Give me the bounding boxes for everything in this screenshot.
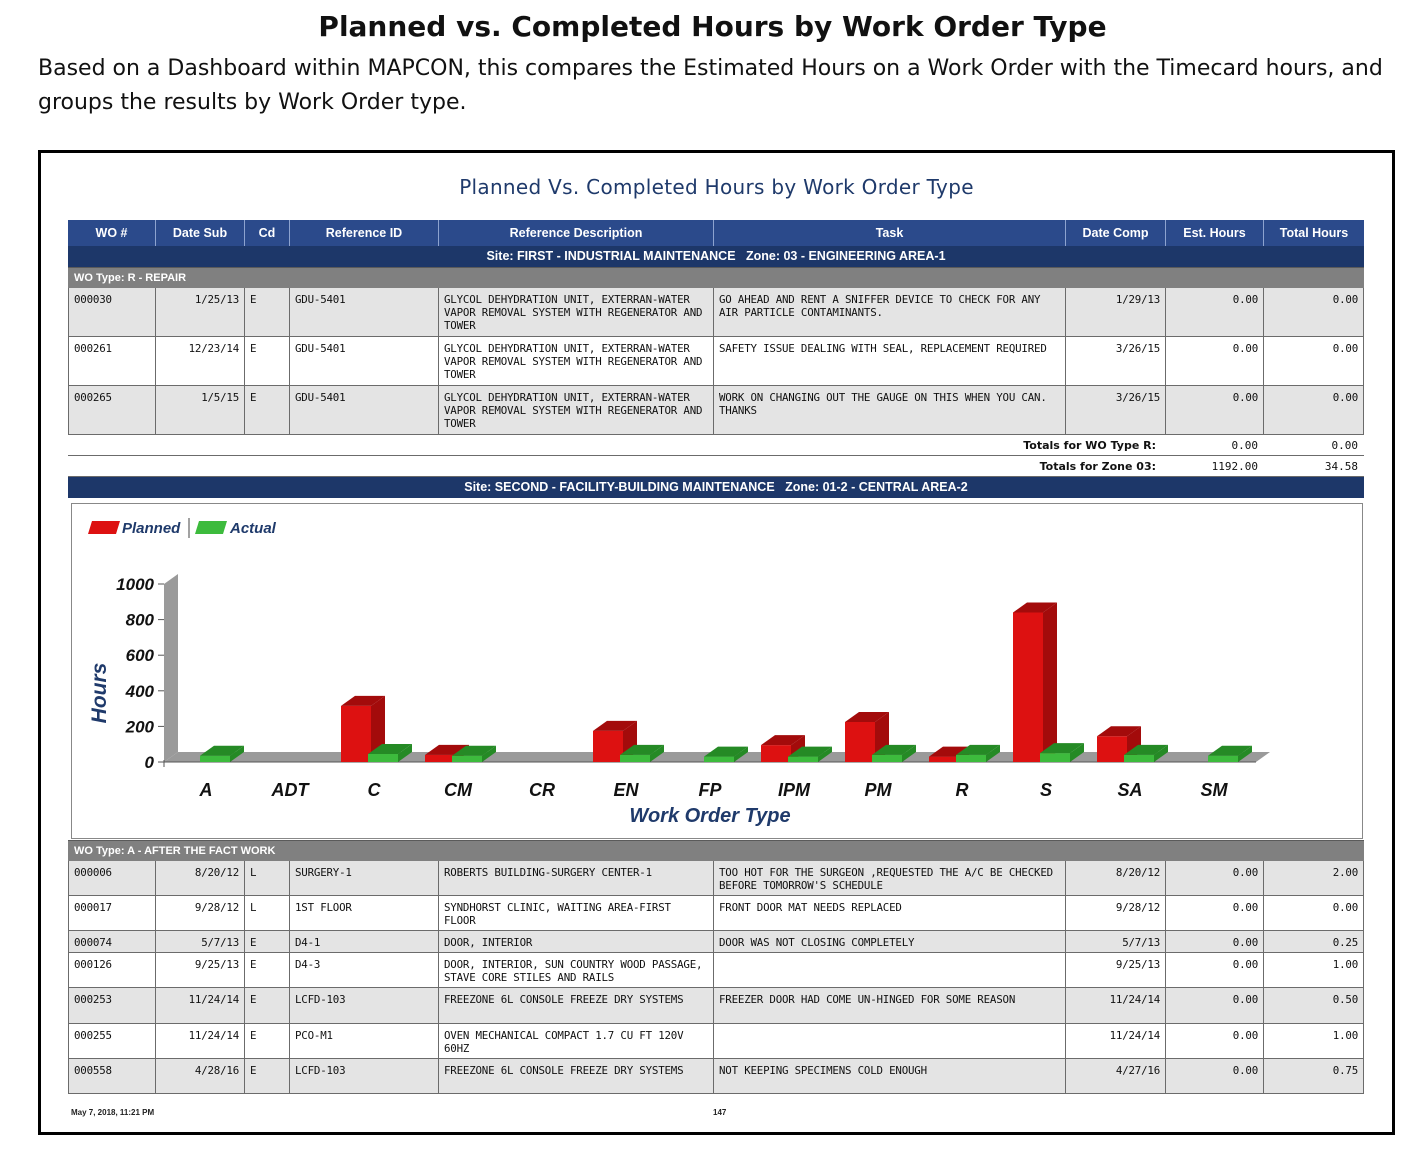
- table-cell: FREEZER DOOR HAD COME UN-HINGED FOR SOME REASON: [714, 988, 1066, 1023]
- table-cell: 0.75: [1264, 1059, 1364, 1093]
- wo-rows-after-fact: [68, 861, 1364, 1094]
- bar-actual: [452, 756, 482, 762]
- column-header: Date Sub: [156, 220, 245, 246]
- table-cell: ROBERTS BUILDING-SURGERY CENTER-1: [439, 861, 714, 895]
- bar-actual: [1208, 756, 1238, 762]
- y-tick-label: 200: [125, 717, 154, 737]
- column-header: WO #: [68, 220, 156, 246]
- bar-planned: [341, 706, 371, 762]
- table-cell: 5/7/13: [156, 931, 245, 952]
- totals-est: 1192.00: [1211, 459, 1258, 473]
- table-cell: 1/25/13: [156, 288, 245, 336]
- y-axis-title: Hours: [88, 662, 111, 724]
- totals-est: 0.00: [1231, 438, 1258, 452]
- table-cell: 11/24/14: [156, 1024, 245, 1058]
- section-site-first: [68, 246, 1364, 498]
- legend-swatch-planned: [88, 521, 120, 534]
- table-cell: 0.00: [1264, 386, 1364, 434]
- table-cell: 0.00: [1166, 1059, 1264, 1093]
- x-tick-label: S: [1039, 780, 1053, 800]
- chart-svg: [72, 504, 1362, 838]
- table-cell: L: [245, 861, 290, 895]
- column-header: Date Comp: [1066, 220, 1166, 246]
- column-header: Task: [714, 220, 1066, 246]
- table-cell: E: [245, 931, 290, 952]
- x-tick-label: R: [955, 780, 969, 800]
- table-cell: WORK ON CHANGING OUT THE GAUGE ON THIS WHEN YOU CAN. THANKS: [714, 386, 1066, 434]
- table-cell: 0.00: [1166, 1024, 1264, 1058]
- table-cell: E: [245, 288, 290, 336]
- bar-planned: [845, 722, 875, 762]
- table-cell: 8/20/12: [156, 861, 245, 895]
- table-cell: SYNDHORST CLINIC, WAITING AREA-FIRST FLOOR: [439, 896, 714, 930]
- table-cell: 0.00: [1166, 953, 1264, 987]
- table-cell: GDU-5401: [290, 386, 439, 434]
- table-cell: 000030: [68, 288, 156, 336]
- totals-label: Totals for Zone 03:: [1039, 459, 1156, 473]
- table-cell: 0.00: [1264, 288, 1364, 336]
- bar-actual: [872, 755, 902, 762]
- x-tick-label: SM: [1200, 780, 1228, 800]
- table-cell: E: [245, 1059, 290, 1093]
- wo-type-bar: WO Type: A - AFTER THE FACT WORK: [68, 840, 1364, 861]
- bar-planned-side: [1043, 602, 1057, 762]
- table-cell: PCO-M1: [290, 1024, 439, 1058]
- table-cell: DOOR, INTERIOR: [439, 931, 714, 952]
- table-row[interactable]: [68, 988, 1364, 1024]
- column-header: Reference Description: [439, 220, 714, 246]
- totals-total: 34.58: [1324, 459, 1358, 473]
- table-cell: 000261: [68, 337, 156, 385]
- x-tick-label: SA: [1117, 780, 1143, 800]
- x-axis-title: Work Order Type: [629, 805, 791, 827]
- x-tick-label: ADT: [271, 780, 309, 800]
- x-tick-label: CM: [444, 780, 472, 800]
- table-cell: E: [245, 953, 290, 987]
- bar-planned: [593, 731, 623, 762]
- table-cell: 000253: [68, 988, 156, 1023]
- x-tick-label: PM: [864, 780, 892, 800]
- x-tick-label: EN: [613, 780, 639, 800]
- table-cell: 000265: [68, 386, 156, 434]
- page-heading: Planned vs. Completed Hours by Work Order Type: [318, 10, 1107, 43]
- table-cell: FREEZONE 6L CONSOLE FREEZE DRY SYSTEMS: [439, 1059, 714, 1093]
- column-header: Est. Hours: [1166, 220, 1264, 246]
- table-cell: 9/28/12: [156, 896, 245, 930]
- table-cell: 000006: [68, 861, 156, 895]
- y-tick-label: 400: [125, 681, 154, 701]
- bar-planned: [761, 745, 791, 762]
- y-tick-label: 600: [125, 646, 154, 666]
- table-cell: 9/28/12: [1066, 896, 1166, 930]
- wo-rows-repair: [68, 288, 1364, 435]
- bar-actual: [1124, 755, 1154, 762]
- site-bar: Site: SECOND - FACILITY-BUILDING MAINTENANCE Zone: 01-2 - CENTRAL AREA-2: [68, 477, 1364, 498]
- site-bar: Site: FIRST - INDUSTRIAL MAINTENANCE Zone: 03 - ENGINEERING AREA-1: [68, 246, 1364, 267]
- table-cell: 5/7/13: [1066, 931, 1166, 952]
- bar-actual: [956, 755, 986, 762]
- report-title: Planned Vs. Completed Hours by Work Order Type: [459, 175, 974, 199]
- table-cell: 3/26/15: [1066, 337, 1166, 385]
- table-cell: E: [245, 988, 290, 1023]
- legend-swatch-actual: [195, 521, 227, 534]
- table-cell: 1.00: [1264, 1024, 1364, 1058]
- column-header: Cd: [245, 220, 290, 246]
- table-cell: 000558: [68, 1059, 156, 1093]
- wo-type-bar: WO Type: R - REPAIR: [68, 267, 1364, 288]
- table-cell: 000255: [68, 1024, 156, 1058]
- totals-label: Totals for WO Type R:: [1023, 438, 1156, 452]
- table-cell: SAFETY ISSUE DEALING WITH SEAL, REPLACEMENT REQUIRED: [714, 337, 1066, 385]
- table-cell: E: [245, 1024, 290, 1058]
- table-cell: LCFD-103: [290, 988, 439, 1023]
- table-cell: FRONT DOOR MAT NEEDS REPLACED: [714, 896, 1066, 930]
- table-cell: L: [245, 896, 290, 930]
- table-row[interactable]: [68, 931, 1364, 953]
- table-cell: 12/23/14: [156, 337, 245, 385]
- table-cell: DOOR, INTERIOR, SUN COUNTRY WOOD PASSAGE, STAVE CORE STILES AND RAILS: [439, 953, 714, 987]
- x-tick-label: C: [367, 780, 381, 800]
- footer-page-number: 147: [713, 1108, 727, 1117]
- table-cell: 1/29/13: [1066, 288, 1166, 336]
- table-cell: 11/24/14: [1066, 988, 1166, 1023]
- table-cell: 4/27/16: [1066, 1059, 1166, 1093]
- table-cell: GLYCOL DEHYDRATION UNIT, EXTERRAN-WATER VAPOR REMOVAL SYSTEM WITH REGENERATOR AND TOWER: [439, 288, 714, 336]
- table-cell: 000126: [68, 953, 156, 987]
- x-tick-label: A: [199, 780, 213, 800]
- table-cell: GO AHEAD AND RENT A SNIFFER DEVICE TO CHECK FOR ANY AIR PARTICLE CONTAMINANTS.: [714, 288, 1066, 336]
- table-row[interactable]: [68, 337, 1364, 386]
- bar-planned: [1013, 612, 1043, 762]
- totals-zone: [68, 456, 1364, 477]
- table-row[interactable]: [68, 896, 1364, 931]
- x-tick-label: FP: [698, 780, 722, 800]
- page-intro: Based on a Dashboard within MAPCON, this compares the Estimated Hours on a Work Order with the Timecard hours, and groups the results by Work Order type.: [38, 56, 1383, 115]
- table-cell: SURGERY-1: [290, 861, 439, 895]
- table-cell: GDU-5401: [290, 337, 439, 385]
- y-tick-label: 0: [144, 753, 154, 772]
- table-cell: 0.00: [1264, 337, 1364, 385]
- table-cell: 0.00: [1166, 288, 1264, 336]
- table-cell: 4/28/16: [156, 1059, 245, 1093]
- table-cell: E: [245, 337, 290, 385]
- table-row[interactable]: [68, 1024, 1364, 1059]
- table-cell: GDU-5401: [290, 288, 439, 336]
- table-cell: 0.50: [1264, 988, 1364, 1023]
- table-cell: DOOR WAS NOT CLOSING COMPLETELY: [714, 931, 1066, 952]
- hours-chart: [71, 503, 1363, 839]
- column-header: Reference ID: [290, 220, 439, 246]
- table-cell: 1ST FLOOR: [290, 896, 439, 930]
- table-cell: LCFD-103: [290, 1059, 439, 1093]
- legend-label-planned: Planned: [122, 520, 181, 537]
- x-tick-label: IPM: [777, 780, 811, 800]
- table-cell: 0.00: [1264, 896, 1364, 930]
- table-cell: D4-3: [290, 953, 439, 987]
- table-cell: GLYCOL DEHYDRATION UNIT, EXTERRAN-WATER VAPOR REMOVAL SYSTEM WITH REGENERATOR AND TOWER: [439, 386, 714, 434]
- bar-actual: [704, 757, 734, 762]
- bar-actual: [368, 754, 398, 762]
- legend-label-actual: Actual: [230, 520, 276, 537]
- table-cell: 000074: [68, 931, 156, 952]
- chart-side-wall: [164, 574, 178, 762]
- bar-actual: [200, 756, 230, 762]
- table-cell: FREEZONE 6L CONSOLE FREEZE DRY SYSTEMS: [439, 988, 714, 1023]
- table-cell: 0.00: [1166, 988, 1264, 1023]
- table-cell: 0.00: [1166, 896, 1264, 930]
- bar-planned: [1097, 736, 1127, 762]
- table-cell: 0.00: [1166, 386, 1264, 434]
- table-row[interactable]: [68, 386, 1364, 435]
- bar-planned: [929, 757, 959, 762]
- table-cell: 000017: [68, 896, 156, 930]
- table-cell: 11/24/14: [1066, 1024, 1166, 1058]
- table-cell: [714, 953, 1066, 987]
- y-tick-label: 800: [125, 610, 154, 630]
- bar-actual: [1040, 753, 1070, 762]
- table-cell: 0.25: [1264, 931, 1364, 952]
- footer-date: May 7, 2018, 11:21 PM: [71, 1108, 155, 1117]
- table-cell: E: [245, 386, 290, 434]
- table-row[interactable]: [68, 1059, 1364, 1094]
- table-cell: 9/25/13: [1066, 953, 1166, 987]
- table-cell: 3/26/15: [1066, 386, 1166, 434]
- table-cell: 0.00: [1166, 931, 1264, 952]
- column-header: Total Hours: [1279, 226, 1349, 240]
- table-cell: GLYCOL DEHYDRATION UNIT, EXTERRAN-WATER VAPOR REMOVAL SYSTEM WITH REGENERATOR AND TOWER: [439, 337, 714, 385]
- table-cell: 0.00: [1166, 861, 1264, 895]
- table-cell: OVEN MECHANICAL COMPACT 1.7 CU FT 120V 60HZ: [439, 1024, 714, 1058]
- table-cell: 8/20/12: [1066, 861, 1166, 895]
- table-cell: NOT KEEPING SPECIMENS COLD ENOUGH: [714, 1059, 1066, 1093]
- totals-wo-type: [68, 435, 1364, 456]
- table-cell: 1/5/15: [156, 386, 245, 434]
- table-row[interactable]: [68, 861, 1364, 896]
- totals-total: 0.00: [1331, 438, 1358, 452]
- section-after-fact: [68, 840, 1364, 1094]
- table-cell: D4-1: [290, 931, 439, 952]
- bar-actual: [788, 757, 818, 762]
- table-row[interactable]: [68, 953, 1364, 988]
- table-cell: 0.00: [1166, 337, 1264, 385]
- bar-actual: [620, 755, 650, 762]
- y-tick-label: 1000: [116, 575, 154, 594]
- table-cell: 1.00: [1264, 953, 1364, 987]
- table-cell: TOO HOT FOR THE SURGEON ,REQUESTED THE A/C BE CHECKED BEFORE TOMORROW'S SCHEDULE: [714, 861, 1066, 895]
- table-cell: [714, 1024, 1066, 1058]
- x-tick-label: CR: [529, 780, 555, 800]
- table-cell: 2.00: [1264, 861, 1364, 895]
- table-cell: 9/25/13: [156, 953, 245, 987]
- table-row[interactable]: [68, 288, 1364, 337]
- bar-planned: [425, 755, 455, 762]
- table-header: [68, 220, 1364, 246]
- report-frame: [38, 150, 1395, 1135]
- table-cell: 11/24/14: [156, 988, 245, 1023]
